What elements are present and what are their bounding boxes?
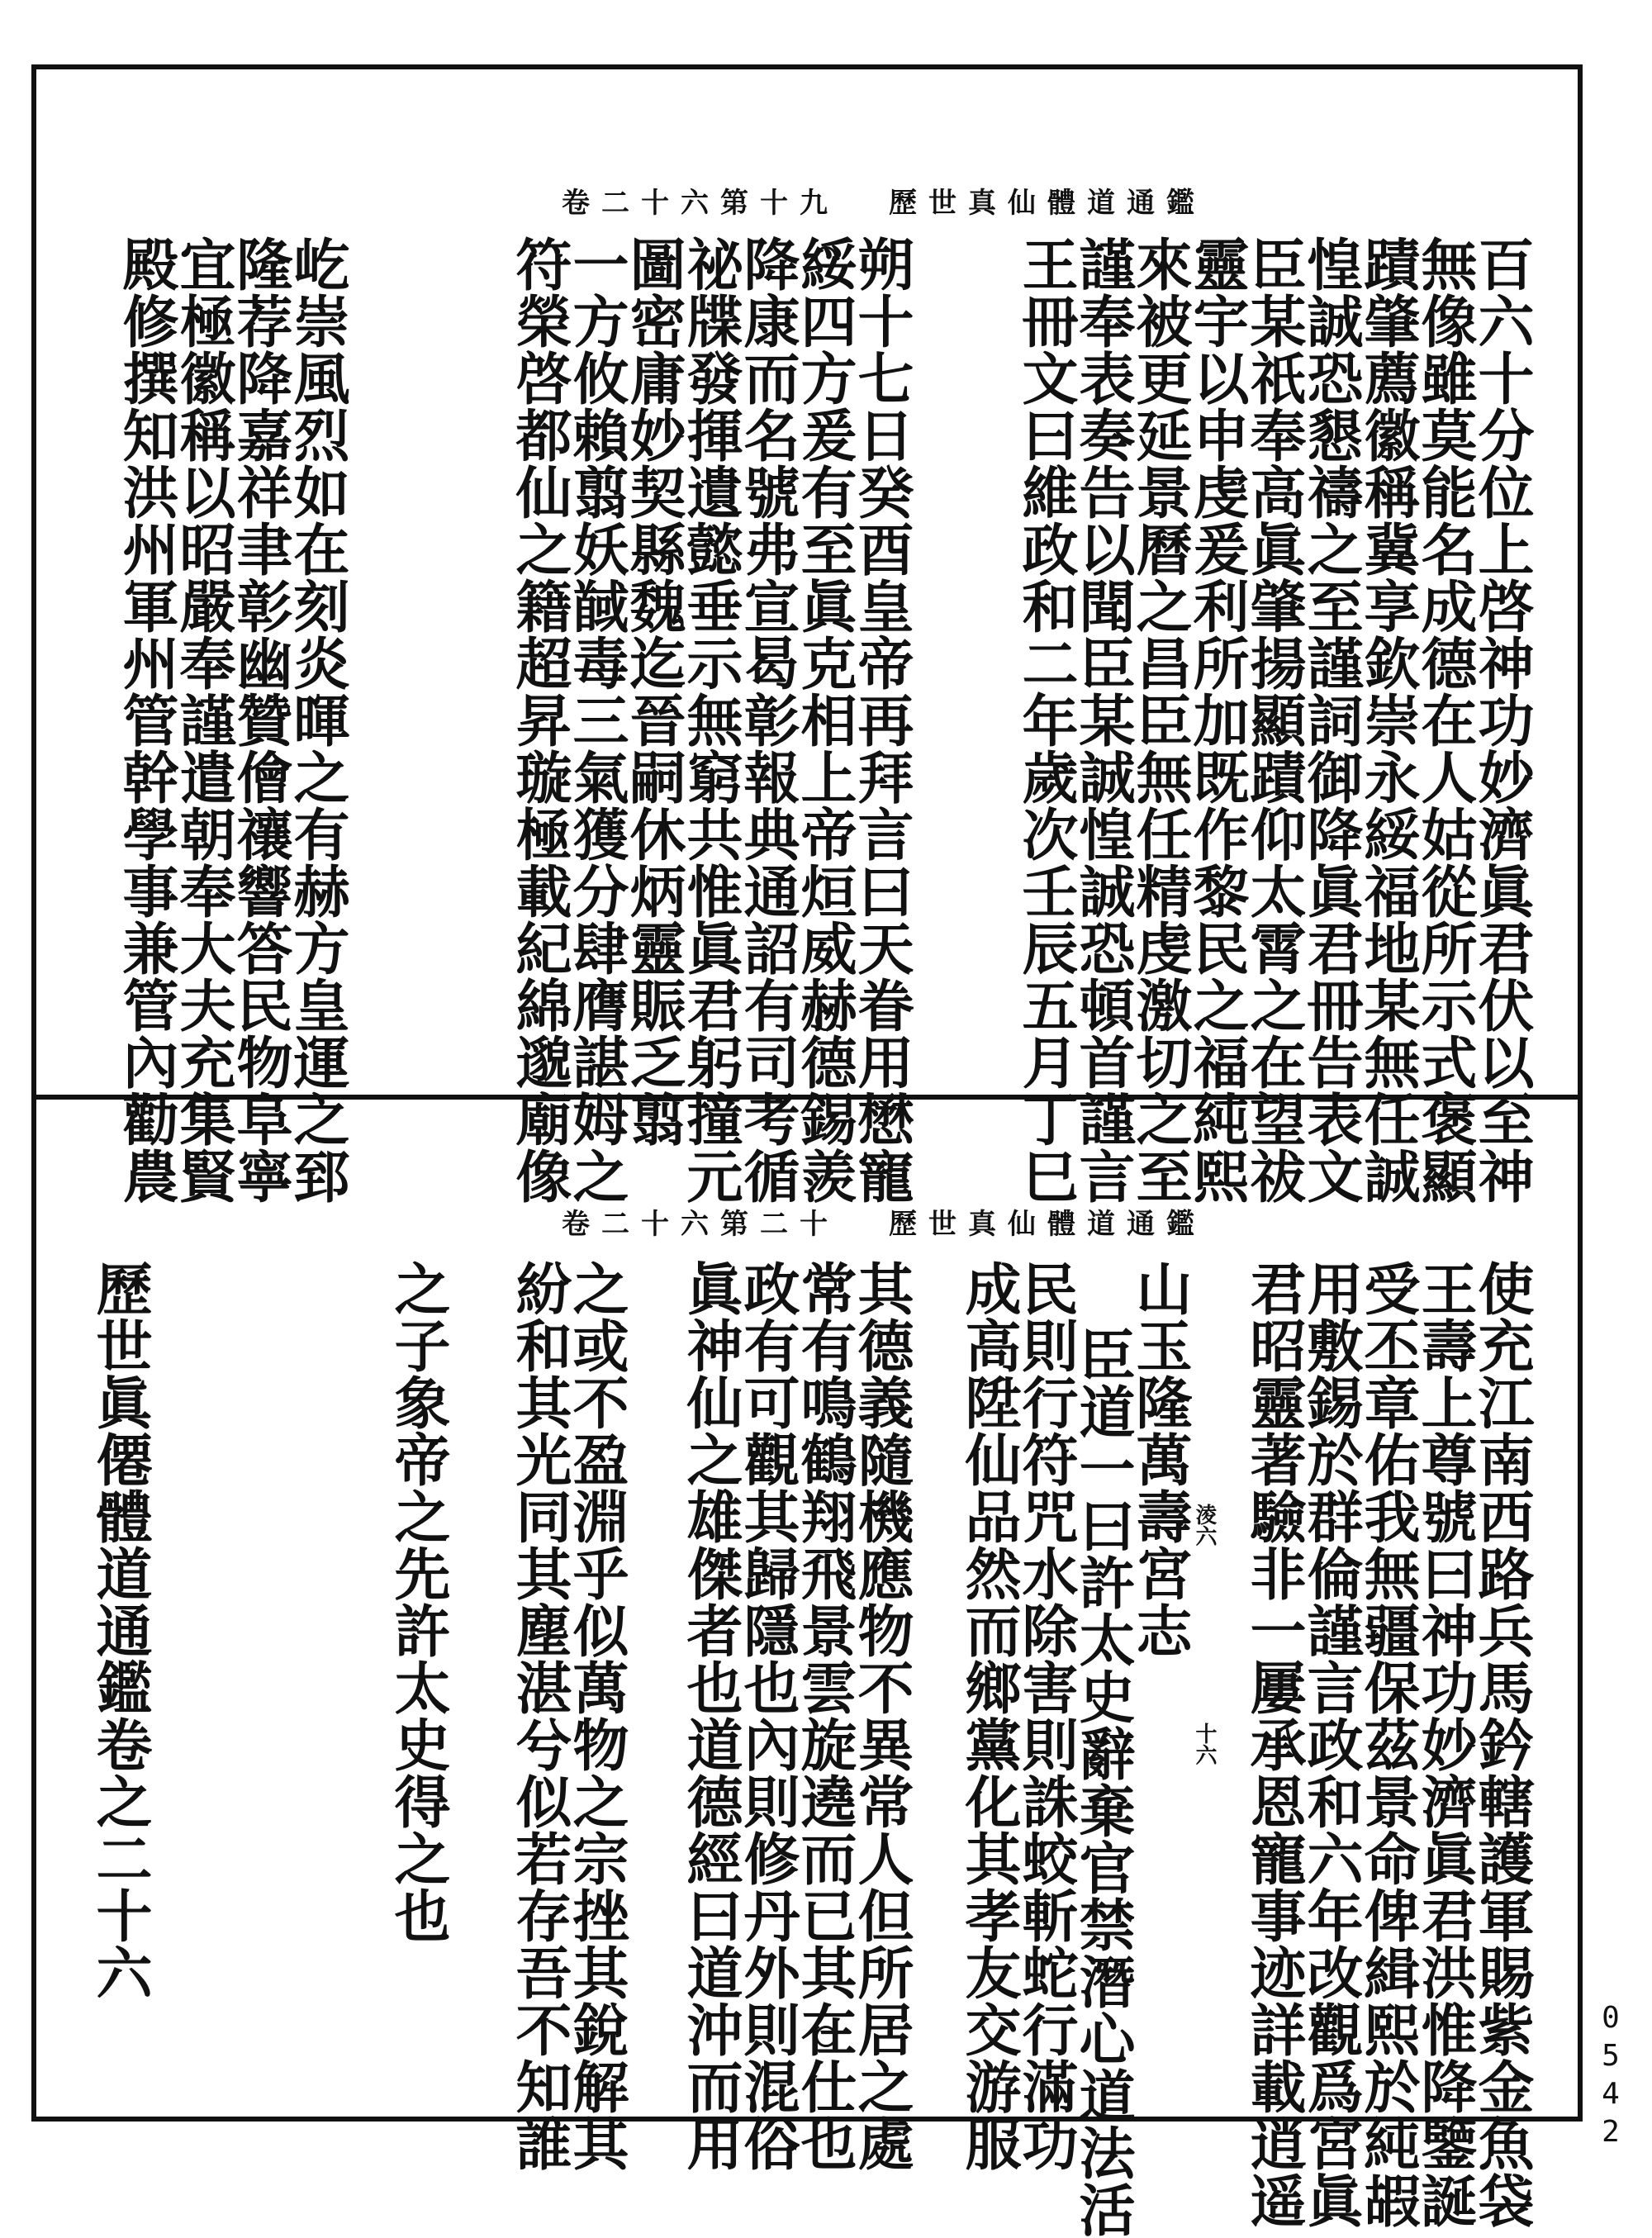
lower-text-column: 山玉隆萬壽宮志 xyxy=(1127,1260,1193,1659)
lower-text-column: 之或不盈淵乎似萬物之宗挫其銳解其 xyxy=(563,1260,629,2172)
paragraph-circle-mark xyxy=(815,1010,837,1031)
lower-text-column: 其德義隨機應物不異常人但所居之處 xyxy=(848,1260,914,2172)
upper-text-column: 一方攸賴翦妖馘毒三氣獲分肆膺諶姆之 xyxy=(563,235,629,1205)
upper-text-column: 降康而名號弗宣曷彰報典通詔有司考循 xyxy=(734,235,800,1205)
lower-text-column: 臣道一曰許太史辭棄官禁潛心道法活 xyxy=(1070,1326,1136,2238)
lower-text-column: 王壽上尊號曰神功妙濟眞君洪惟降鑒誕 xyxy=(1412,1260,1478,2229)
page-number-digit: 0 xyxy=(1602,2001,1620,2035)
lower-text-column: 君昭靈著驗非一屢承恩寵事迹詳載逍遥 xyxy=(1241,1260,1307,2229)
page-number-digit: 2 xyxy=(1602,2115,1620,2149)
page-number xyxy=(1594,1999,1627,2151)
upper-running-header xyxy=(463,175,1206,225)
upper-text-column: 隆荐降嘉祥聿彰幽贊儈禳響答民物阜寧 xyxy=(227,235,293,1205)
lower-text-column: 用敷錫於群倫謹言政和六年改觀爲宮眞 xyxy=(1298,1260,1364,2229)
lower-running-header xyxy=(463,1196,1206,1246)
upper-text-column: 綏四方爰有至眞克相上帝烜威赫德錫羨 xyxy=(791,235,857,1205)
upper-text-column: 祕牒發揮遺懿垂示無窮共惟眞君躬撞元 xyxy=(677,235,743,1205)
upper-text-column: 來被更延景曆之昌臣無任精虔激切之至 xyxy=(1127,235,1193,1205)
upper-text-column: 惶誠恐懇禱之至謹詞御降眞君冊告表文 xyxy=(1298,235,1364,1205)
upper-text-column: 屹崇風烈如在刻炎暉之有赫方皇運之郅 xyxy=(284,235,350,1205)
lower-text-column: 成高陞仙品然而鄉黨化其孝友交游服 xyxy=(956,1260,1022,2172)
volume-end-title: 歷世眞僊體道通鑑卷之二十六 xyxy=(87,1260,153,2001)
upper-header-juan: 卷二十六第十九 xyxy=(562,186,839,220)
lower-text-column: 常有鳴鶴翔飛景雲旋遶而已其在仕也 xyxy=(791,1260,857,2172)
lower-text-column: 使充江南西路兵馬鈐轄護軍賜紫金魚袋 xyxy=(1469,1260,1535,2229)
upper-text-column: 謹奉表奏告以聞臣某誠惶誠恐頓首謹言 xyxy=(1070,235,1136,1205)
lower-text-column: 眞神仙之雄傑者也道德經曰道沖而用 xyxy=(677,1260,743,2172)
upper-text-column: 殿修撰知洪州軍州管幹學事兼管內勸農 xyxy=(113,235,179,1205)
lower-text-column: 民則行符咒水除害則誅蛟斬蛇行滿功 xyxy=(1013,1260,1079,2172)
page-number-digit: 5 xyxy=(1602,2039,1620,2073)
paragraph-circle-mark xyxy=(815,1274,837,1295)
lower-text-column: 政有可觀其歸隱也內則修丹外則混俗 xyxy=(734,1260,800,2172)
upper-text-column: 宜極徽稱以昭嚴奉謹遣朝奉大夫充集賢 xyxy=(170,235,236,1205)
upper-text-column: 符榮啓都仙之籍超昇璇極載紀綿邈廟像 xyxy=(506,235,572,1205)
upper-text-column: 蹟肇薦徽稱冀享欽崇永綏福地某無任誠 xyxy=(1355,235,1421,1205)
upper-text-column: 圖密庸妙契縣魏迄晉嗣休炳靈賑乏翦 xyxy=(620,235,686,1148)
paragraph-circle-mark xyxy=(815,2026,837,2047)
upper-text-column: 靈宇以申虔爰利所加既作黎民之福純熙 xyxy=(1184,235,1250,1205)
paragraph-circle-mark xyxy=(815,246,837,268)
lower-header-juan: 卷二十六第二十 xyxy=(562,1207,839,1241)
upper-text-column: 朔十七日癸酉皇帝再拜言曰天眷用懋寵 xyxy=(848,235,914,1205)
upper-header-title: 歷世真仙體道通鑑 xyxy=(889,186,1206,220)
lower-text-column: 受丕章佑我無疆保茲景命俾緝熙於純嘏 xyxy=(1355,1260,1421,2229)
lower-text-column: 紛和其光同其塵湛兮似若存吾不知誰 xyxy=(506,1260,572,2172)
upper-text-column: 王冊文曰維政和二年歲次壬辰五月丁巳 xyxy=(1013,235,1079,1205)
page-number-digit: 4 xyxy=(1602,2077,1620,2111)
lower-header-title: 歷世真仙體道通鑑 xyxy=(889,1207,1206,1241)
interlinear-note: 淩六 xyxy=(1192,1504,1217,1547)
upper-text-column: 百六十分位上啓神功妙濟眞君伏以至神 xyxy=(1469,235,1535,1205)
upper-text-column: 無像雖莫能名成德在人姑從所示式褒顯 xyxy=(1412,235,1478,1205)
lower-text-column: 之子象帝之先許太史得之也 xyxy=(385,1260,451,1944)
interlinear-note: 十六 xyxy=(1192,1722,1217,1765)
upper-text-column: 臣某祇奉高眞肇揚顯蹟仰太霄之在望祓 xyxy=(1241,235,1307,1205)
